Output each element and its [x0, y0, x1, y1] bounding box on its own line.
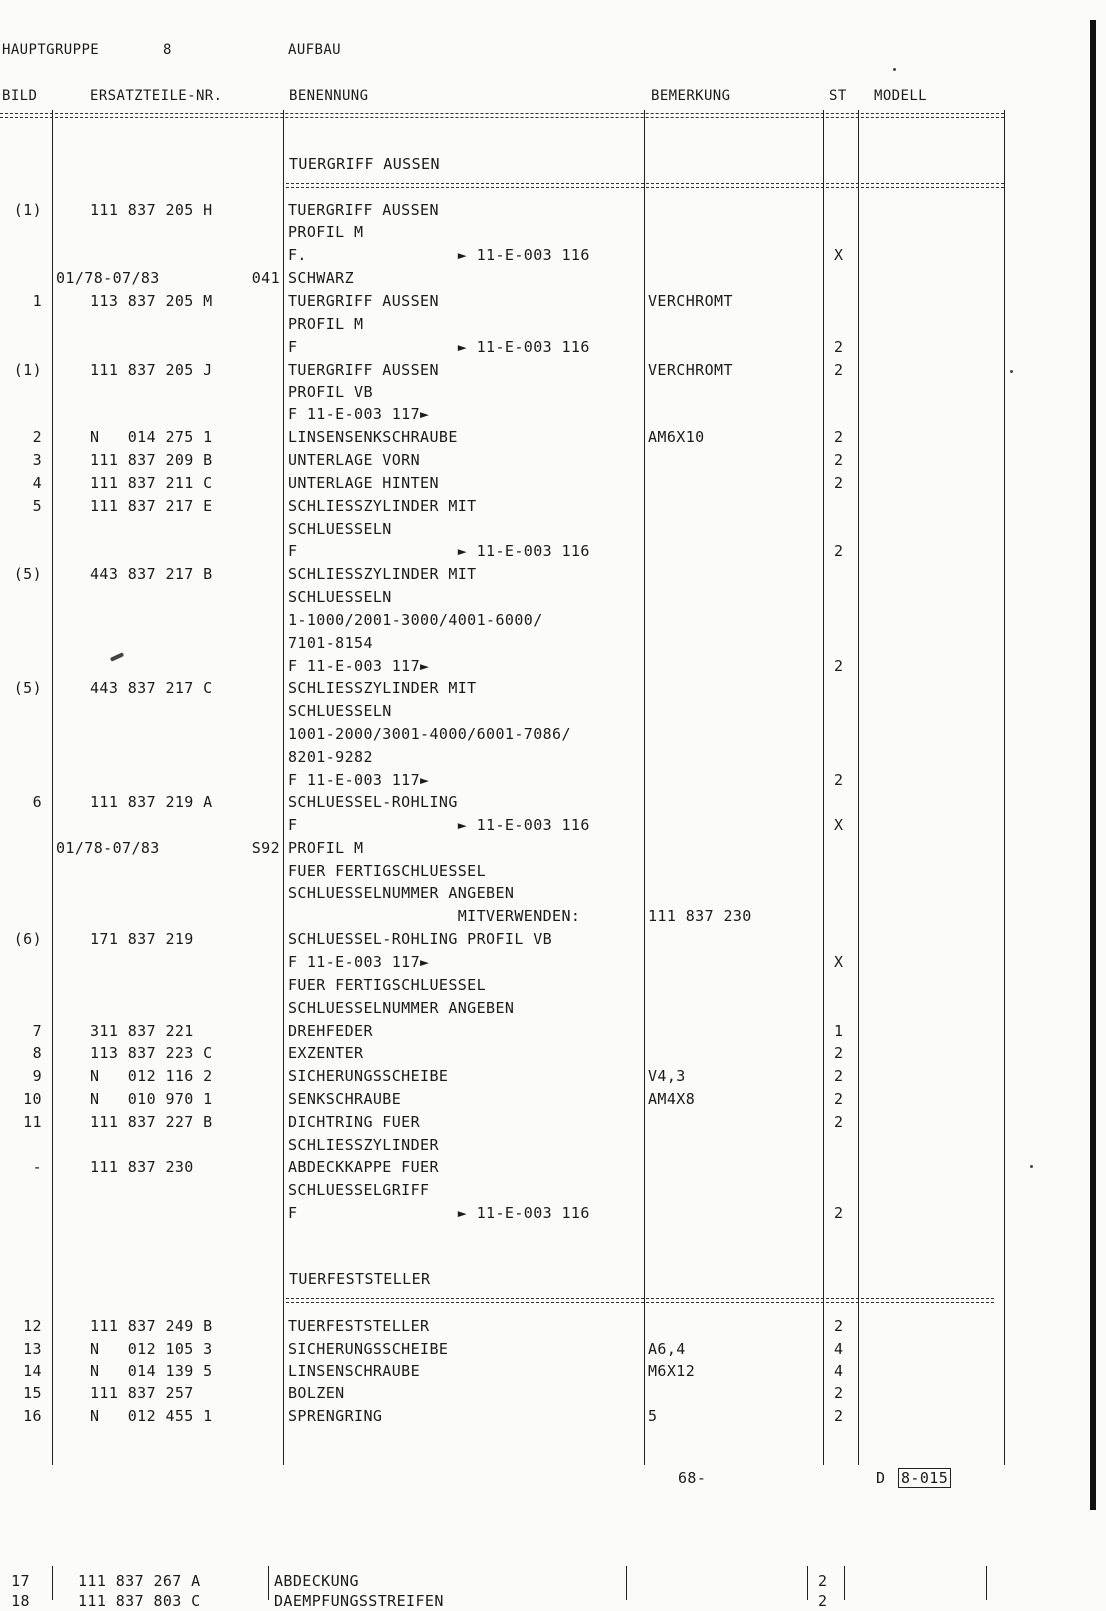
bemerkung-text: 111 837 230: [648, 907, 752, 925]
column-line: [644, 110, 645, 1465]
quantity: 2: [834, 657, 844, 675]
benennung-text: SCHLUESSELN: [288, 702, 392, 720]
benennung-text: 1-1000/2001-3000/4001-6000/: [288, 611, 543, 629]
part-number: N 010 970 1: [90, 1090, 213, 1108]
quantity: 2: [834, 1384, 844, 1402]
benennung-text: SICHERUNGSSCHEIBE: [288, 1340, 449, 1358]
part-number: 111 837 205 H: [90, 201, 213, 219]
part-number: 311 837 221: [90, 1022, 194, 1040]
bild-number: 17: [11, 1572, 30, 1590]
benennung-text: SCHLUESSELN: [288, 520, 392, 538]
validity-date: 01/78-07/83: [56, 839, 160, 857]
quantity: 2: [834, 1204, 844, 1222]
quantity: 2: [834, 428, 844, 446]
bild-number: 1: [32, 292, 42, 310]
quantity: X: [834, 246, 844, 264]
quantity: 1: [834, 1022, 844, 1040]
bild-number: 16: [23, 1407, 42, 1425]
section-rule: [286, 1297, 994, 1305]
part-number: 113 837 205 M: [90, 292, 213, 310]
benennung-text: DREHFEDER: [288, 1022, 373, 1040]
bild-number: 2: [32, 428, 42, 446]
bild-number: 18: [11, 1592, 30, 1610]
page-number: 68-: [678, 1469, 707, 1487]
part-number: 111 837 257: [90, 1384, 194, 1402]
column-line: [844, 1566, 845, 1600]
bild-number: (5): [13, 679, 42, 697]
part-number: N 014 139 5: [90, 1362, 213, 1380]
column-line: [52, 1566, 53, 1600]
language-code: D: [876, 1469, 886, 1487]
part-number: 111 837 209 B: [90, 451, 213, 469]
column-line: [283, 110, 284, 1465]
quantity: X: [834, 953, 844, 971]
part-number: 111 837 217 E: [90, 497, 213, 515]
benennung-text: BOLZEN: [288, 1384, 345, 1402]
benennung-text: SCHLUESSEL-ROHLING PROFIL VB: [288, 930, 553, 948]
benennung-text: SICHERUNGSSCHEIBE: [288, 1067, 449, 1085]
benennung-text: EXZENTER: [288, 1044, 364, 1062]
bild-number: (6): [13, 930, 42, 948]
quantity: 2: [834, 1317, 844, 1335]
benennung-text: UNTERLAGE VORN: [288, 451, 421, 469]
column-line: [986, 1566, 987, 1600]
benennung-text: SCHLIESSZYLINDER: [288, 1136, 439, 1154]
benennung-text: TUERGRIFF AUSSEN: [288, 292, 439, 310]
benennung-text: PROFIL M: [288, 839, 364, 857]
benennung-text: PROFIL VB: [288, 383, 373, 401]
part-number: 113 837 223 C: [90, 1044, 213, 1062]
scan-speck: [893, 68, 896, 71]
group-name: AUFBAU: [288, 42, 341, 58]
scan-speck: [1030, 1165, 1033, 1168]
benennung-text: SCHLUESSEL-ROHLING: [288, 793, 458, 811]
bemerkung-text: VERCHROMT: [648, 361, 733, 379]
bemerkung-text: A6,4: [648, 1340, 686, 1358]
benennung-text: FUER FERTIGSCHLUESSEL: [288, 862, 487, 880]
benennung-text: SCHLUESSELNUMMER ANGEBEN: [288, 884, 515, 902]
part-number: 111 837 230: [90, 1158, 194, 1176]
benennung-text: F 11-E-003 117►: [288, 771, 430, 789]
quantity: X: [834, 816, 844, 834]
part-number: 111 837 205 J: [90, 361, 213, 379]
bild-number: 8: [32, 1044, 42, 1062]
quantity: 4: [834, 1340, 844, 1358]
quantity: 2: [834, 361, 844, 379]
quantity: 2: [834, 1067, 844, 1085]
benennung-text: LINSENSCHRAUBE: [288, 1362, 421, 1380]
benennung-text: 1001-2000/3001-4000/6001-7086/: [288, 725, 571, 743]
bemerkung-text: V4,3: [648, 1067, 686, 1085]
column-line: [1004, 110, 1005, 1465]
part-number: 111 837 219 A: [90, 793, 213, 811]
scan-speck: [110, 652, 124, 662]
group-label: HAUPTGRUPPE: [2, 42, 100, 58]
bild-number: 9: [32, 1067, 42, 1085]
bild-number: 14: [23, 1362, 42, 1380]
bemerkung-text: AM6X10: [648, 428, 705, 446]
part-number: 443 837 217 C: [90, 679, 213, 697]
benennung-text: UNTERLAGE HINTEN: [288, 474, 439, 492]
benennung-text: SCHLIESSZYLINDER MIT: [288, 679, 477, 697]
column-line: [823, 110, 824, 1465]
col-header-bemerkung: BEMERKUNG: [651, 88, 731, 104]
quantity: 2: [818, 1572, 828, 1590]
benennung-text: F 11-E-003 117►: [288, 657, 430, 675]
benennung-text: LINSENSENKSCHRAUBE: [288, 428, 458, 446]
benennung-text: 8201-9282: [288, 748, 373, 766]
benennung-text: MITVERWENDEN:: [288, 907, 581, 925]
bild-number: 6: [32, 793, 42, 811]
quantity: 2: [834, 1407, 844, 1425]
benennung-text: F ► 11-E-003 116: [288, 338, 590, 356]
col-header-st: ST: [829, 88, 847, 104]
column-line: [807, 1566, 808, 1600]
bemerkung-text: VERCHROMT: [648, 292, 733, 310]
bild-number: 3: [32, 451, 42, 469]
col-header-modell: MODELL: [874, 88, 927, 104]
benennung-text: F ► 11-E-003 116: [288, 1204, 590, 1222]
benennung-text: SCHLIESSZYLINDER MIT: [288, 497, 477, 515]
quantity: 2: [834, 542, 844, 560]
part-number: N 012 116 2: [90, 1067, 213, 1085]
quantity: 2: [834, 1090, 844, 1108]
section-title: TUERFESTSTELLER: [289, 1270, 431, 1288]
benennung-text: F 11-E-003 117►: [288, 953, 430, 971]
bild-number: 13: [23, 1340, 42, 1358]
benennung-text: TUERGRIFF AUSSEN: [288, 201, 439, 219]
bild-number: 10: [23, 1090, 42, 1108]
benennung-text: FUER FERTIGSCHLUESSEL: [288, 976, 487, 994]
benennung-text: SCHWARZ: [288, 269, 355, 287]
benennung-text: PROFIL M: [288, 315, 364, 333]
part-number: 111 837 227 B: [90, 1113, 213, 1131]
binding-edge: [1090, 20, 1096, 1510]
benennung-text: F 11-E-003 117►: [288, 405, 430, 423]
column-line: [52, 110, 53, 1465]
header-rule: [0, 112, 1004, 120]
part-number: 171 837 219: [90, 930, 194, 948]
color-code: 041: [251, 269, 280, 287]
column-line: [626, 1566, 627, 1600]
bild-number: 11: [23, 1113, 42, 1131]
benennung-text: SCHLUESSELN: [288, 588, 392, 606]
benennung-text: ABDECKUNG: [274, 1572, 359, 1590]
col-header-benennung: BENENNUNG: [289, 88, 369, 104]
benennung-text: ABDECKKAPPE FUER: [288, 1158, 439, 1176]
bild-number: (5): [13, 565, 42, 583]
bild-number: (1): [13, 201, 42, 219]
benennung-text: SCHLUESSELGRIFF: [288, 1181, 430, 1199]
part-number: 111 837 249 B: [90, 1317, 213, 1335]
part-number: N 014 275 1: [90, 428, 213, 446]
benennung-text: TUERFESTSTELLER: [288, 1317, 430, 1335]
bild-number: 12: [23, 1317, 42, 1335]
group-number: 8: [163, 42, 172, 58]
benennung-text: DAEMPFUNGSSTREIFEN: [274, 1592, 444, 1610]
benennung-text: F. ► 11-E-003 116: [288, 246, 590, 264]
section-rule: [286, 182, 1004, 190]
quantity: 2: [834, 1113, 844, 1131]
section-title: TUERGRIFF AUSSEN: [289, 155, 440, 173]
benennung-text: SPRENGRING: [288, 1407, 383, 1425]
quantity: 2: [834, 451, 844, 469]
benennung-text: PROFIL M: [288, 223, 364, 241]
benennung-text: DICHTRING FUER: [288, 1113, 421, 1131]
validity-date: 01/78-07/83: [56, 269, 160, 287]
benennung-text: TUERGRIFF AUSSEN: [288, 361, 439, 379]
part-number: 111 837 211 C: [90, 474, 213, 492]
part-number: 443 837 217 B: [90, 565, 213, 583]
bemerkung-text: AM4X8: [648, 1090, 696, 1108]
quantity: 2: [834, 1044, 844, 1062]
scan-speck: [1010, 370, 1013, 373]
quantity: 4: [834, 1362, 844, 1380]
bild-number: (1): [13, 361, 42, 379]
benennung-text: F ► 11-E-003 116: [288, 542, 590, 560]
quantity: 2: [818, 1592, 828, 1610]
column-line: [858, 110, 859, 1465]
quantity: 2: [834, 771, 844, 789]
quantity: 2: [834, 474, 844, 492]
col-header-ersatzteile-nr: ERSATZTEILE-NR.: [90, 88, 223, 104]
column-line: [268, 1566, 269, 1600]
benennung-text: SCHLIESSZYLINDER MIT: [288, 565, 477, 583]
part-number: 111 837 803 C: [78, 1592, 201, 1610]
part-number: N 012 105 3: [90, 1340, 213, 1358]
bemerkung-text: M6X12: [648, 1362, 696, 1380]
page-reference: 8-015: [898, 1468, 951, 1488]
benennung-text: SENKSCHRAUBE: [288, 1090, 402, 1108]
part-number: 111 837 267 A: [78, 1572, 201, 1590]
bild-number: 4: [32, 474, 42, 492]
color-code: S92: [251, 839, 280, 857]
benennung-text: 7101-8154: [288, 634, 373, 652]
benennung-text: F ► 11-E-003 116: [288, 816, 590, 834]
quantity: 2: [834, 338, 844, 356]
col-header-bild: BILD: [2, 88, 38, 104]
part-number: N 012 455 1: [90, 1407, 213, 1425]
benennung-text: SCHLUESSELNUMMER ANGEBEN: [288, 999, 515, 1017]
bemerkung-text: 5: [648, 1407, 658, 1425]
bild-number: 7: [32, 1022, 42, 1040]
bild-number: 5: [32, 497, 42, 515]
bild-number: -: [32, 1158, 42, 1176]
bild-number: 15: [23, 1384, 42, 1402]
